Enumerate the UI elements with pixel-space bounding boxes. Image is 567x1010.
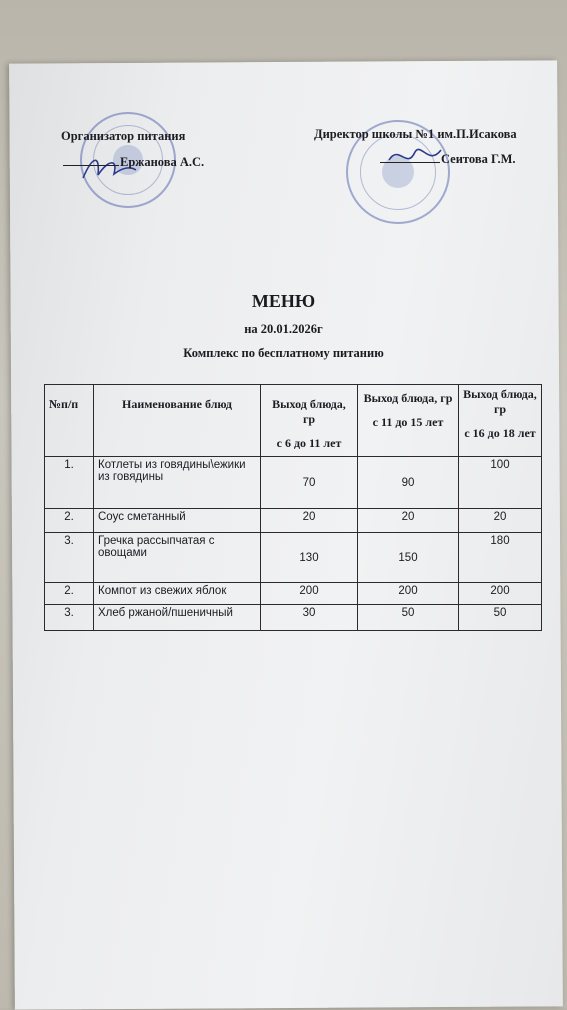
- header-col3: [459, 385, 542, 457]
- row-dish-name: Компот из свежих яблок: [94, 583, 261, 605]
- row-value-col1: 130: [261, 533, 358, 583]
- row-value-col3: 100: [459, 457, 542, 509]
- row-dish-name: Хлеб ржаной/пшеничный: [94, 605, 261, 631]
- header-col2-top: Выход блюда, гр: [363, 391, 453, 405]
- table-row: [45, 605, 542, 631]
- row-num: 2.: [45, 583, 94, 605]
- row-value-col1: 70: [261, 457, 358, 509]
- header-col2-bottom: с 11 до 15 лет: [372, 415, 444, 429]
- row-value-col2: 150: [358, 533, 459, 583]
- row-num: 3.: [45, 533, 94, 583]
- header-col1-top: Выход блюда, гр: [272, 397, 346, 426]
- row-dish-name: Соус сметанный: [94, 509, 261, 533]
- row-value-col1: 200: [261, 583, 358, 605]
- header-col3-top: Выход блюда, гр: [463, 387, 537, 416]
- header-name: Наименование блюд: [94, 385, 261, 457]
- row-num: 2.: [45, 509, 94, 533]
- table-row: [45, 533, 542, 583]
- row-value-col2: 20: [358, 509, 459, 533]
- row-value-col1: 30: [261, 605, 358, 631]
- organizer-title: Организатор питания: [61, 129, 186, 143]
- row-value-col2: 50: [358, 605, 459, 631]
- header-col3-bottom: с 16 до 18 лет: [464, 426, 536, 440]
- header-col1: [261, 385, 358, 457]
- director-name: Сеитова Г.М.: [441, 152, 516, 166]
- row-value-col3: 50: [459, 605, 542, 631]
- table-row: [45, 509, 542, 533]
- menu-subtitle: Комплекс по бесплатному питанию: [183, 346, 384, 360]
- table-row: [45, 583, 542, 605]
- menu-table: [44, 384, 542, 631]
- row-dish-name: Котлеты из говядины\ежики из говядины: [94, 457, 261, 509]
- header-col2: [358, 385, 459, 457]
- row-value-col2: 200: [358, 583, 459, 605]
- director-title: Директор школы №1 им.П.Исакова: [314, 127, 517, 141]
- director-sign-line: [380, 152, 516, 167]
- row-dish-name: Гречка рассыпчатая с овощами: [94, 533, 261, 583]
- row-num: 1.: [45, 457, 94, 509]
- table-row: [45, 457, 542, 509]
- organizer-name: Ержанова А.С.: [120, 155, 205, 169]
- organizer-sign-line: [63, 155, 204, 170]
- header-col1-bottom: с 6 до 11 лет: [276, 436, 342, 450]
- row-value-col1: 20: [261, 509, 358, 533]
- row-value-col3: 180: [459, 533, 542, 583]
- row-value-col3: 20: [459, 509, 542, 533]
- table-header-row: [45, 385, 542, 457]
- row-value-col2: 90: [358, 457, 459, 509]
- header-num: №п/п: [45, 385, 94, 457]
- row-num: 3.: [45, 605, 94, 631]
- menu-date: на 20.01.2026г: [244, 322, 323, 336]
- menu-title: МЕНЮ: [251, 291, 316, 311]
- row-value-col3: 200: [459, 583, 542, 605]
